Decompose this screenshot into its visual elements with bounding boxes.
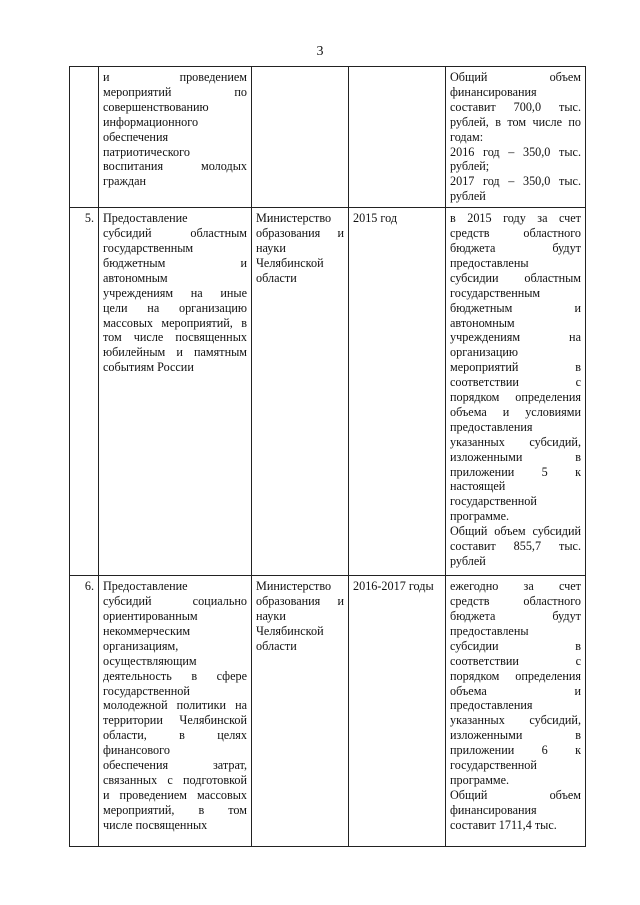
executor-line: Министерство <box>256 211 332 226</box>
expected-result-line: Общий объем субсидий <box>450 524 581 539</box>
expected-result-line: автономным <box>450 315 515 330</box>
expected-result-line: финансирования <box>450 84 537 99</box>
measure-name-line: некоммерческим <box>103 623 191 638</box>
expected-result-line: государственной <box>450 758 537 773</box>
expected-result-line: в 2015 году за счет <box>450 211 581 226</box>
row-number: 6. <box>70 576 99 847</box>
executor-line: науки <box>256 608 286 623</box>
expected-result-line: государственной <box>450 494 537 509</box>
page-number: 3 <box>316 44 324 59</box>
term-cell: 2015 год <box>349 208 446 576</box>
expected-result-line: соответствии с <box>450 375 581 390</box>
table-row <box>70 67 586 208</box>
measure-name-line: бюджетным и <box>103 255 247 270</box>
expected-result-line: Общий объем <box>450 70 581 84</box>
expected-result-line: рублей <box>450 554 486 568</box>
executor-cell <box>252 208 349 576</box>
executor-line: науки <box>256 240 286 255</box>
row-number: 5. <box>70 208 99 576</box>
term-cell: 2016-2017 годы <box>349 576 446 847</box>
measure-name-line: субсидий социально <box>103 594 247 609</box>
executor-line: образования и <box>256 594 344 609</box>
expected-result-line: указанных субсидий, <box>450 434 581 449</box>
expected-result-line: рублей <box>450 189 486 204</box>
measure-name-line: Предоставление <box>103 579 188 594</box>
expected-result-line: рублей; <box>450 159 490 174</box>
expected-result-line: предоставлены <box>450 255 529 270</box>
measure-name-line: мероприятий по <box>103 84 247 99</box>
expected-result-line: соответствии с <box>450 653 581 668</box>
measure-name-line: территории Челябинской <box>103 713 247 728</box>
expected-result-line: средств областного <box>450 226 581 241</box>
measure-name-line: автономным <box>103 270 168 285</box>
expected-result-cell <box>446 67 586 208</box>
executor-line: образования и <box>256 226 344 241</box>
measure-name-line: осуществляющим <box>103 653 197 668</box>
measure-name-line: информационного <box>103 114 199 129</box>
expected-result-line: приложении 6 к <box>450 743 581 758</box>
expected-result-line: предоставления <box>450 419 533 434</box>
term-cell <box>349 67 446 208</box>
expected-result-line: программе. <box>450 509 510 524</box>
measure-name-cell <box>99 208 252 576</box>
measure-name-line: связанных с подготовкой <box>103 772 247 787</box>
expected-result-line: субсидии в <box>450 638 581 653</box>
measure-name-line: Предоставление <box>103 211 188 226</box>
measure-name-line: совершенствованию <box>103 99 209 114</box>
measure-name-line: государственным <box>103 240 194 255</box>
expected-result-line: приложении 5 к <box>450 464 581 479</box>
measure-name-line: области, в целях <box>103 728 247 743</box>
measure-name-line: патриотического <box>103 144 190 159</box>
measure-name-line: воспитания молодых <box>103 159 247 174</box>
table-row <box>70 576 586 847</box>
table-row <box>70 208 586 576</box>
expected-result-line: объема и <box>450 683 581 698</box>
executor-line: Челябинской <box>256 255 324 270</box>
executor-cell <box>252 67 349 208</box>
expected-result-cell <box>446 576 586 847</box>
expected-result-line: составит 855,7 тыс. <box>450 539 581 554</box>
expected-result-line: порядком определения <box>450 668 581 683</box>
expected-result-line: организацию <box>450 345 519 360</box>
expected-result-line: изложенными в <box>450 728 581 743</box>
measure-name-line: событиям России <box>103 360 194 375</box>
expected-result-line: предоставлены <box>450 623 529 638</box>
measure-name-line: организациям, <box>103 638 179 653</box>
measure-name-line: финансового <box>103 743 170 758</box>
expected-result-line: порядком определения <box>450 390 581 405</box>
expected-result-line: программе. <box>450 772 510 787</box>
expected-result-line: Общий объем <box>450 787 581 802</box>
expected-result-line: учреждениям на <box>450 330 581 345</box>
expected-result-line: бюджета будут <box>450 240 581 255</box>
executor-line: области <box>256 270 297 285</box>
expected-result-line: субсидии областным <box>450 270 581 285</box>
expected-result-line: объема и условиями <box>450 404 581 419</box>
expected-result-line: годам: <box>450 129 484 144</box>
measure-name-line: и проведением <box>103 70 247 84</box>
expected-result-line: бюджетным и <box>450 300 581 315</box>
measure-name-line: субсидий областным <box>103 226 247 241</box>
expected-result-line: предоставления <box>450 698 533 713</box>
measure-name-line: учреждениям на иные <box>103 285 247 300</box>
executor-line: Министерство <box>256 579 332 594</box>
expected-result-line: составит 1711,4 тыс. <box>450 817 557 832</box>
expected-result-line: финансирования <box>450 802 537 817</box>
expected-result-line: настоящей <box>450 479 506 494</box>
measure-name-line: молодежной политики на <box>103 698 247 713</box>
expected-result-line: ежегодно за счет <box>450 579 581 594</box>
expected-result-line: составит 700,0 тыс. <box>450 99 581 114</box>
executor-line: Челябинской <box>256 623 324 638</box>
measure-name-line: граждан <box>103 174 147 189</box>
row-number <box>70 67 99 208</box>
executor-line: области <box>256 638 297 653</box>
measure-name-line: государственной <box>103 683 190 698</box>
measure-name-line: мероприятий, в том <box>103 802 247 817</box>
measure-name-line: и проведением массовых <box>103 787 247 802</box>
expected-result-line: рублей, в том числе по <box>450 114 581 129</box>
measure-name-line: обеспечения затрат, <box>103 758 247 773</box>
expected-result-line: бюджета будут <box>450 608 581 623</box>
expected-result-line: 2016 год – 350,0 тыс. <box>450 144 581 159</box>
measure-name-line: цели на организацию <box>103 300 247 315</box>
measure-name-line: том числе посвященных <box>103 330 247 345</box>
measure-name-cell <box>99 67 252 208</box>
expected-result-line: 2017 год – 350,0 тыс. <box>450 174 581 189</box>
expected-result-line: изложенными в <box>450 449 581 464</box>
measure-name-line: ориентированным <box>103 608 198 623</box>
expected-result-line: государственным <box>450 285 541 300</box>
expected-result-line: средств областного <box>450 594 581 609</box>
expected-result-cell <box>446 208 586 576</box>
executor-cell <box>252 576 349 847</box>
measures-table <box>69 66 586 847</box>
measure-name-line: массовых мероприятий, в <box>103 315 247 330</box>
measure-name-line: числе посвященных <box>103 817 208 832</box>
measure-name-line: обеспечения <box>103 129 169 144</box>
measure-name-line: деятельность в сфере <box>103 668 247 683</box>
expected-result-line: указанных субсидий, <box>450 713 581 728</box>
measure-name-line: юбилейным и памятным <box>103 345 247 360</box>
measure-name-cell <box>99 576 252 847</box>
expected-result-line: мероприятий в <box>450 360 581 375</box>
